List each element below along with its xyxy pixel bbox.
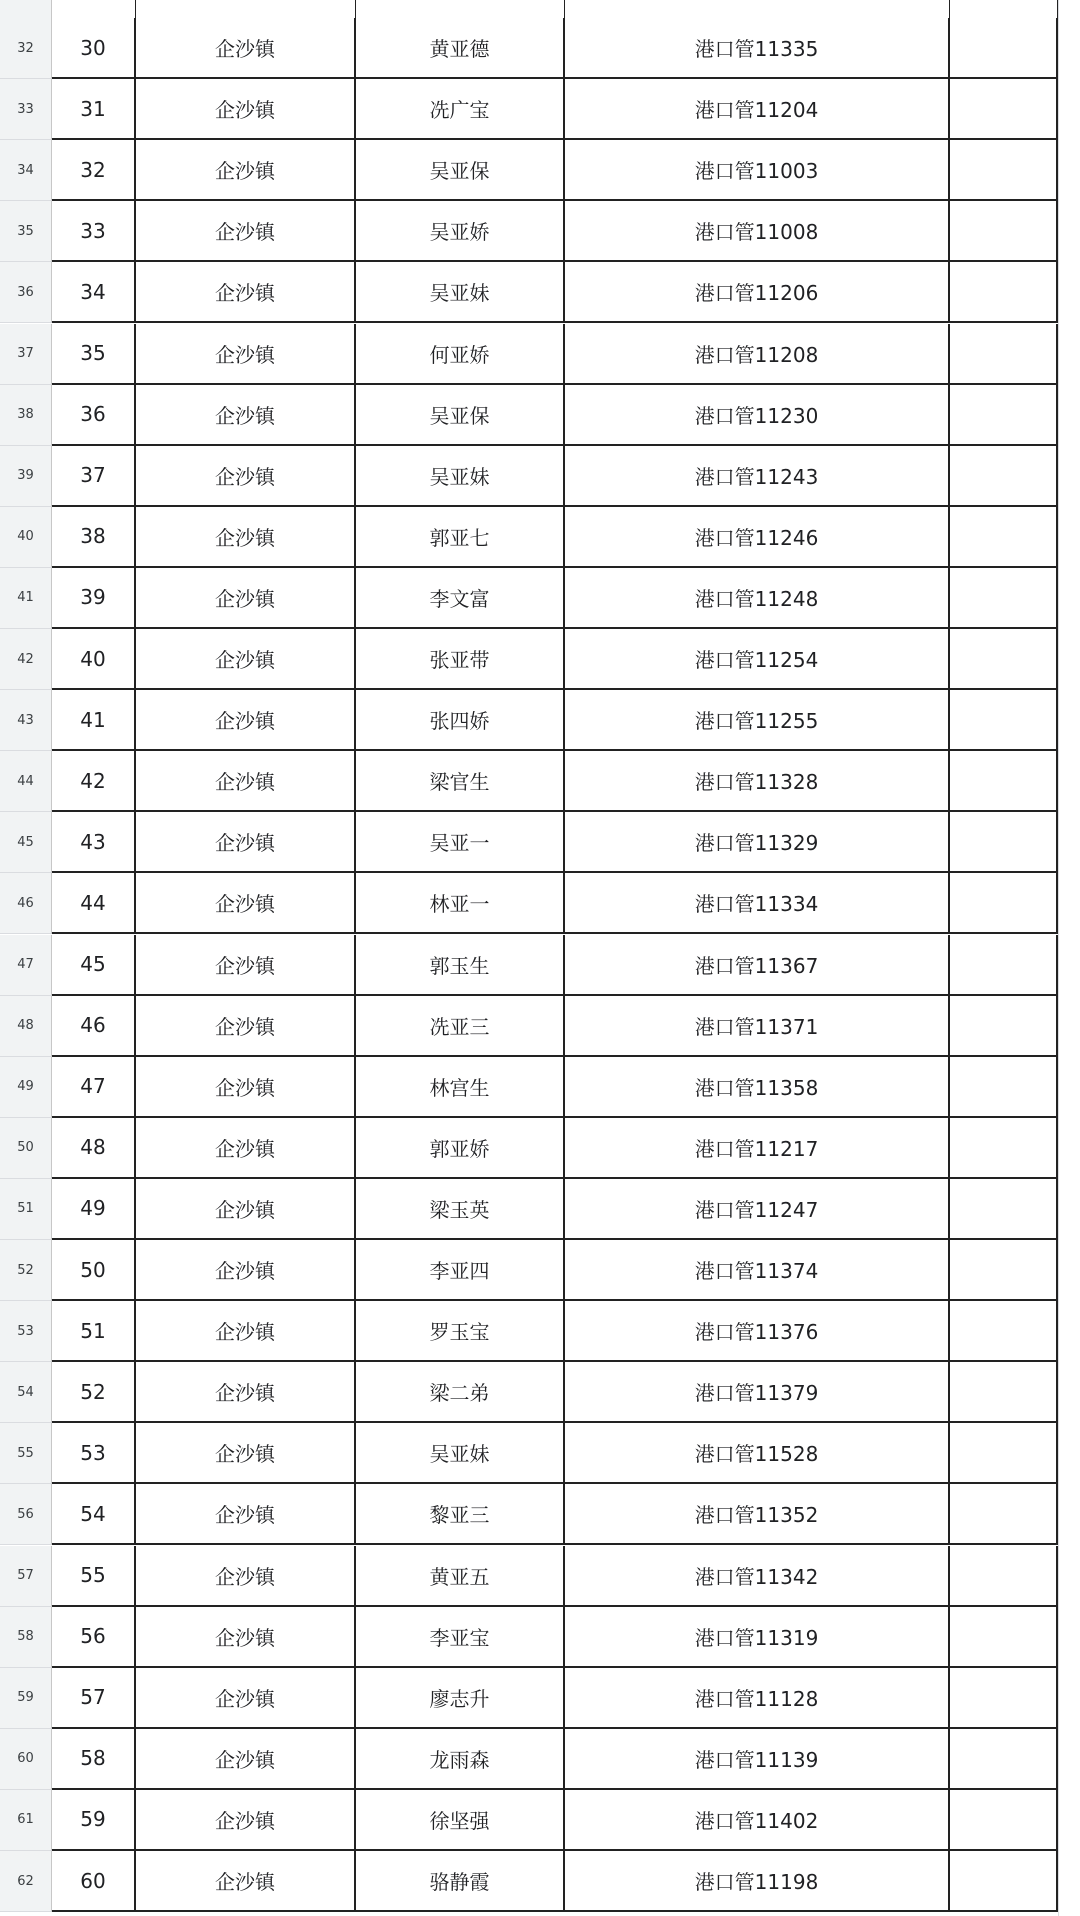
cell-cert[interactable]: 港口管11376 (565, 1301, 950, 1362)
cell-name[interactable]: 冼亚三 (356, 996, 565, 1057)
cell-note[interactable] (950, 1546, 1058, 1607)
cell-cert[interactable]: 港口管11319 (565, 1607, 950, 1668)
table-row (0, 996, 1080, 1057)
cell-cert[interactable]: 港口管11003 (565, 140, 950, 201)
cell-note[interactable] (950, 1301, 1058, 1362)
row-header[interactable]: 33 (0, 79, 52, 140)
cell-town[interactable]: 企沙镇 (136, 568, 356, 629)
cell-note[interactable] (950, 140, 1058, 201)
cell-name[interactable]: 梁官生 (356, 751, 565, 812)
cell-remnant[interactable] (950, 0, 1058, 18)
cell-note[interactable] (950, 1240, 1058, 1301)
table-row (0, 1790, 1080, 1851)
cell-name[interactable]: 黄亚五 (356, 1546, 565, 1607)
row-header[interactable]: 55 (0, 1423, 52, 1484)
cell-cert[interactable]: 港口管11352 (565, 1484, 950, 1545)
cell-name[interactable]: 吴亚娇 (356, 201, 565, 262)
table-row (0, 1607, 1080, 1668)
cell-note[interactable] (950, 1057, 1058, 1118)
cell-note[interactable] (950, 201, 1058, 262)
row-header[interactable]: 51 (0, 1179, 52, 1240)
cell-note[interactable] (950, 1668, 1058, 1729)
cell-cert[interactable]: 港口管11335 (565, 18, 950, 79)
cell-cert[interactable]: 港口管11329 (565, 812, 950, 873)
table-row (0, 1179, 1080, 1240)
row-header[interactable]: 42 (0, 629, 52, 690)
cell-seq[interactable]: 50 (52, 1240, 136, 1301)
row-header[interactable]: 35 (0, 201, 52, 262)
cell-cert[interactable]: 港口管11246 (565, 507, 950, 568)
cell-seq[interactable]: 35 (52, 324, 136, 385)
cell-seq[interactable]: 49 (52, 1179, 136, 1240)
cell-town[interactable]: 企沙镇 (136, 140, 356, 201)
table-row (0, 751, 1080, 812)
cell-name[interactable]: 吴亚保 (356, 385, 565, 446)
cell-cert[interactable]: 港口管11358 (565, 1057, 950, 1118)
right-gutter (1058, 0, 1080, 1916)
cell-cert[interactable]: 港口管11204 (565, 79, 950, 140)
table-row (0, 18, 1080, 79)
cell-note[interactable] (950, 79, 1058, 140)
cell-seq[interactable]: 42 (52, 751, 136, 812)
cell-cert[interactable]: 港口管11217 (565, 1118, 950, 1179)
cell-note[interactable] (950, 568, 1058, 629)
cell-name[interactable]: 李文富 (356, 568, 565, 629)
cell-seq[interactable]: 44 (52, 873, 136, 934)
table-row (0, 1668, 1080, 1729)
cell-name[interactable]: 骆静霞 (356, 1851, 565, 1912)
cell-cert[interactable]: 港口管11371 (565, 996, 950, 1057)
cell-cert[interactable]: 港口管11208 (565, 324, 950, 385)
cell-town[interactable]: 企沙镇 (136, 1240, 356, 1301)
row-header[interactable]: 57 (0, 1546, 52, 1607)
cell-seq[interactable]: 33 (52, 201, 136, 262)
cell-town[interactable]: 企沙镇 (136, 1484, 356, 1545)
cell-note[interactable] (950, 751, 1058, 812)
cell-town[interactable]: 企沙镇 (136, 1790, 356, 1851)
row-header[interactable]: 44 (0, 751, 52, 812)
cell-town[interactable]: 企沙镇 (136, 751, 356, 812)
row-header[interactable]: 50 (0, 1118, 52, 1179)
cell-name[interactable]: 郭玉生 (356, 935, 565, 996)
cell-seq[interactable]: 41 (52, 690, 136, 751)
cell-seq[interactable]: 32 (52, 140, 136, 201)
cell-name[interactable]: 黎亚三 (356, 1484, 565, 1545)
cell-name[interactable]: 罗玉宝 (356, 1301, 565, 1362)
row-header[interactable]: 45 (0, 812, 52, 873)
cell-seq[interactable]: 36 (52, 385, 136, 446)
table-row (0, 1851, 1080, 1912)
table-row (0, 385, 1080, 446)
row-header[interactable]: 37 (0, 324, 52, 385)
cell-name[interactable]: 李亚宝 (356, 1607, 565, 1668)
cell-note[interactable] (950, 1851, 1058, 1912)
row-header[interactable]: 46 (0, 873, 52, 934)
table-row (0, 690, 1080, 751)
table-row (0, 324, 1080, 385)
row-header[interactable]: 48 (0, 996, 52, 1057)
cell-note[interactable] (950, 1607, 1058, 1668)
row-header[interactable]: 59 (0, 1668, 52, 1729)
cell-seq[interactable]: 30 (52, 18, 136, 79)
cell-seq[interactable]: 43 (52, 812, 136, 873)
cell-name[interactable]: 郭亚娇 (356, 1118, 565, 1179)
cell-seq[interactable]: 37 (52, 446, 136, 507)
cell-cert[interactable]: 港口管11342 (565, 1546, 950, 1607)
row-header[interactable]: 61 (0, 1790, 52, 1851)
cell-cert[interactable]: 港口管11198 (565, 1851, 950, 1912)
cell-town[interactable]: 企沙镇 (136, 1851, 356, 1912)
cell-seq[interactable]: 59 (52, 1790, 136, 1851)
row-header[interactable]: 34 (0, 140, 52, 201)
cell-name[interactable]: 张亚带 (356, 629, 565, 690)
cell-name[interactable]: 林亚一 (356, 873, 565, 934)
cell-town[interactable]: 企沙镇 (136, 201, 356, 262)
row-header[interactable]: 56 (0, 1484, 52, 1545)
cell-town[interactable]: 企沙镇 (136, 507, 356, 568)
cell-cert[interactable]: 港口管11379 (565, 1362, 950, 1423)
table-row (0, 812, 1080, 873)
cell-town[interactable]: 企沙镇 (136, 629, 356, 690)
table-row (0, 446, 1080, 507)
cell-cert[interactable]: 港口管11334 (565, 873, 950, 934)
cell-note[interactable] (950, 324, 1058, 385)
cell-cert[interactable]: 港口管11206 (565, 262, 950, 323)
cell-note[interactable] (950, 629, 1058, 690)
cell-remnant[interactable] (52, 0, 136, 18)
table-row (0, 1484, 1080, 1545)
cell-seq[interactable]: 39 (52, 568, 136, 629)
cell-name[interactable]: 吴亚妹 (356, 262, 565, 323)
table-row (0, 629, 1080, 690)
cell-town[interactable]: 企沙镇 (136, 935, 356, 996)
cell-remnant[interactable] (356, 0, 565, 18)
cell-seq[interactable]: 40 (52, 629, 136, 690)
cell-town[interactable]: 企沙镇 (136, 812, 356, 873)
cell-note[interactable] (950, 507, 1058, 568)
cell-town[interactable]: 企沙镇 (136, 873, 356, 934)
cell-cert[interactable]: 港口管11255 (565, 690, 950, 751)
cell-town[interactable]: 企沙镇 (136, 446, 356, 507)
cell-town[interactable]: 企沙镇 (136, 324, 356, 385)
cell-town[interactable]: 企沙镇 (136, 1423, 356, 1484)
cell-cert[interactable]: 港口管11008 (565, 201, 950, 262)
cell-cert[interactable]: 港口管11139 (565, 1729, 950, 1790)
cell-name[interactable]: 吴亚妹 (356, 446, 565, 507)
cell-note[interactable] (950, 873, 1058, 934)
cell-cert[interactable]: 港口管11247 (565, 1179, 950, 1240)
cell-seq[interactable]: 48 (52, 1118, 136, 1179)
cell-town[interactable]: 企沙镇 (136, 79, 356, 140)
table-row (0, 507, 1080, 568)
cell-cert[interactable]: 港口管11367 (565, 935, 950, 996)
cell-name[interactable]: 何亚娇 (356, 324, 565, 385)
cell-note[interactable] (950, 1729, 1058, 1790)
cell-seq[interactable]: 45 (52, 935, 136, 996)
cell-note[interactable] (950, 1362, 1058, 1423)
row-header[interactable]: 36 (0, 262, 52, 323)
cell-name[interactable]: 郭亚七 (356, 507, 565, 568)
cell-town[interactable]: 企沙镇 (136, 262, 356, 323)
cell-name[interactable]: 冼广宝 (356, 79, 565, 140)
cell-note[interactable] (950, 812, 1058, 873)
cell-note[interactable] (950, 1423, 1058, 1484)
cell-seq[interactable]: 60 (52, 1851, 136, 1912)
cell-town[interactable]: 企沙镇 (136, 385, 356, 446)
cell-town[interactable]: 企沙镇 (136, 1362, 356, 1423)
cell-note[interactable] (950, 385, 1058, 446)
cell-note[interactable] (950, 935, 1058, 996)
cell-town[interactable]: 企沙镇 (136, 1118, 356, 1179)
cell-name[interactable]: 吴亚保 (356, 140, 565, 201)
row-header[interactable]: 41 (0, 568, 52, 629)
table-row (0, 1240, 1080, 1301)
cell-town[interactable]: 企沙镇 (136, 18, 356, 79)
cell-cert[interactable]: 港口管11328 (565, 751, 950, 812)
cell-name[interactable]: 廖志升 (356, 1668, 565, 1729)
row-header[interactable]: 32 (0, 18, 52, 79)
cell-town[interactable]: 企沙镇 (136, 1057, 356, 1118)
table-row (0, 1423, 1080, 1484)
cell-note[interactable] (950, 1179, 1058, 1240)
cell-town[interactable]: 企沙镇 (136, 1179, 356, 1240)
table-row (0, 1546, 1080, 1607)
row-header[interactable]: 60 (0, 1729, 52, 1790)
cell-note[interactable] (950, 262, 1058, 323)
cell-seq[interactable]: 56 (52, 1607, 136, 1668)
cell-name[interactable]: 林宫生 (356, 1057, 565, 1118)
row-header[interactable]: 47 (0, 935, 52, 996)
cell-name[interactable]: 梁二弟 (356, 1362, 565, 1423)
row-header[interactable]: 62 (0, 1851, 52, 1912)
cell-cert[interactable]: 港口管11230 (565, 385, 950, 446)
cell-seq[interactable]: 52 (52, 1362, 136, 1423)
cell-seq[interactable]: 38 (52, 507, 136, 568)
table-row (0, 873, 1080, 934)
table-row (0, 568, 1080, 629)
previous-row-remnant (0, 0, 1080, 18)
table-row (0, 1729, 1080, 1790)
cell-town[interactable]: 企沙镇 (136, 1301, 356, 1362)
table-row (0, 201, 1080, 262)
cell-name[interactable]: 黄亚德 (356, 18, 565, 79)
cell-seq[interactable]: 34 (52, 262, 136, 323)
row-header[interactable]: 54 (0, 1362, 52, 1423)
cell-seq[interactable]: 57 (52, 1668, 136, 1729)
cell-cert[interactable]: 港口管11402 (565, 1790, 950, 1851)
cell-town[interactable]: 企沙镇 (136, 1607, 356, 1668)
table-row (0, 1057, 1080, 1118)
cell-town[interactable]: 企沙镇 (136, 1546, 356, 1607)
cell-cert[interactable]: 港口管11374 (565, 1240, 950, 1301)
cell-name[interactable]: 龙雨森 (356, 1729, 565, 1790)
cell-cert[interactable]: 港口管11248 (565, 568, 950, 629)
table-row (0, 1301, 1080, 1362)
row-header[interactable]: 38 (0, 385, 52, 446)
cell-name[interactable]: 梁玉英 (356, 1179, 565, 1240)
table-row (0, 935, 1080, 996)
cell-name[interactable]: 李亚四 (356, 1240, 565, 1301)
row-header[interactable]: 39 (0, 446, 52, 507)
cell-seq[interactable]: 51 (52, 1301, 136, 1362)
cell-cert[interactable]: 港口管11243 (565, 446, 950, 507)
cell-name[interactable]: 徐坚强 (356, 1790, 565, 1851)
cell-seq[interactable]: 58 (52, 1729, 136, 1790)
table-row (0, 1118, 1080, 1179)
cell-name[interactable]: 吴亚妹 (356, 1423, 565, 1484)
row-header[interactable]: 43 (0, 690, 52, 751)
table-row (0, 1362, 1080, 1423)
row-header[interactable]: 53 (0, 1301, 52, 1362)
cell-name[interactable]: 吴亚一 (356, 812, 565, 873)
row-header[interactable]: 58 (0, 1607, 52, 1668)
cell-seq[interactable]: 47 (52, 1057, 136, 1118)
cell-note[interactable] (950, 690, 1058, 751)
cell-remnant[interactable] (136, 0, 356, 18)
cell-seq[interactable]: 46 (52, 996, 136, 1057)
cell-cert[interactable]: 港口管11528 (565, 1423, 950, 1484)
cell-note[interactable] (950, 18, 1058, 79)
cell-town[interactable]: 企沙镇 (136, 996, 356, 1057)
table-row (0, 79, 1080, 140)
cell-town[interactable]: 企沙镇 (136, 1729, 356, 1790)
cell-remnant[interactable] (565, 0, 950, 18)
cell-note[interactable] (950, 1484, 1058, 1545)
cell-seq[interactable]: 53 (52, 1423, 136, 1484)
cell-town[interactable]: 企沙镇 (136, 1668, 356, 1729)
cell-seq[interactable]: 54 (52, 1484, 136, 1545)
cell-note[interactable] (950, 1790, 1058, 1851)
cell-cert[interactable]: 港口管11254 (565, 629, 950, 690)
cell-note[interactable] (950, 446, 1058, 507)
row-header[interactable]: 49 (0, 1057, 52, 1118)
row-header[interactable]: 40 (0, 507, 52, 568)
cell-note[interactable] (950, 996, 1058, 1057)
cell-seq[interactable]: 55 (52, 1546, 136, 1607)
cell-seq[interactable]: 31 (52, 79, 136, 140)
cell-note[interactable] (950, 1118, 1058, 1179)
table-row (0, 262, 1080, 323)
row-header[interactable]: 52 (0, 1240, 52, 1301)
cell-name[interactable]: 张四娇 (356, 690, 565, 751)
row-header-remnant (0, 0, 52, 18)
cell-cert[interactable]: 港口管11128 (565, 1668, 950, 1729)
table-row (0, 140, 1080, 201)
cell-town[interactable]: 企沙镇 (136, 690, 356, 751)
